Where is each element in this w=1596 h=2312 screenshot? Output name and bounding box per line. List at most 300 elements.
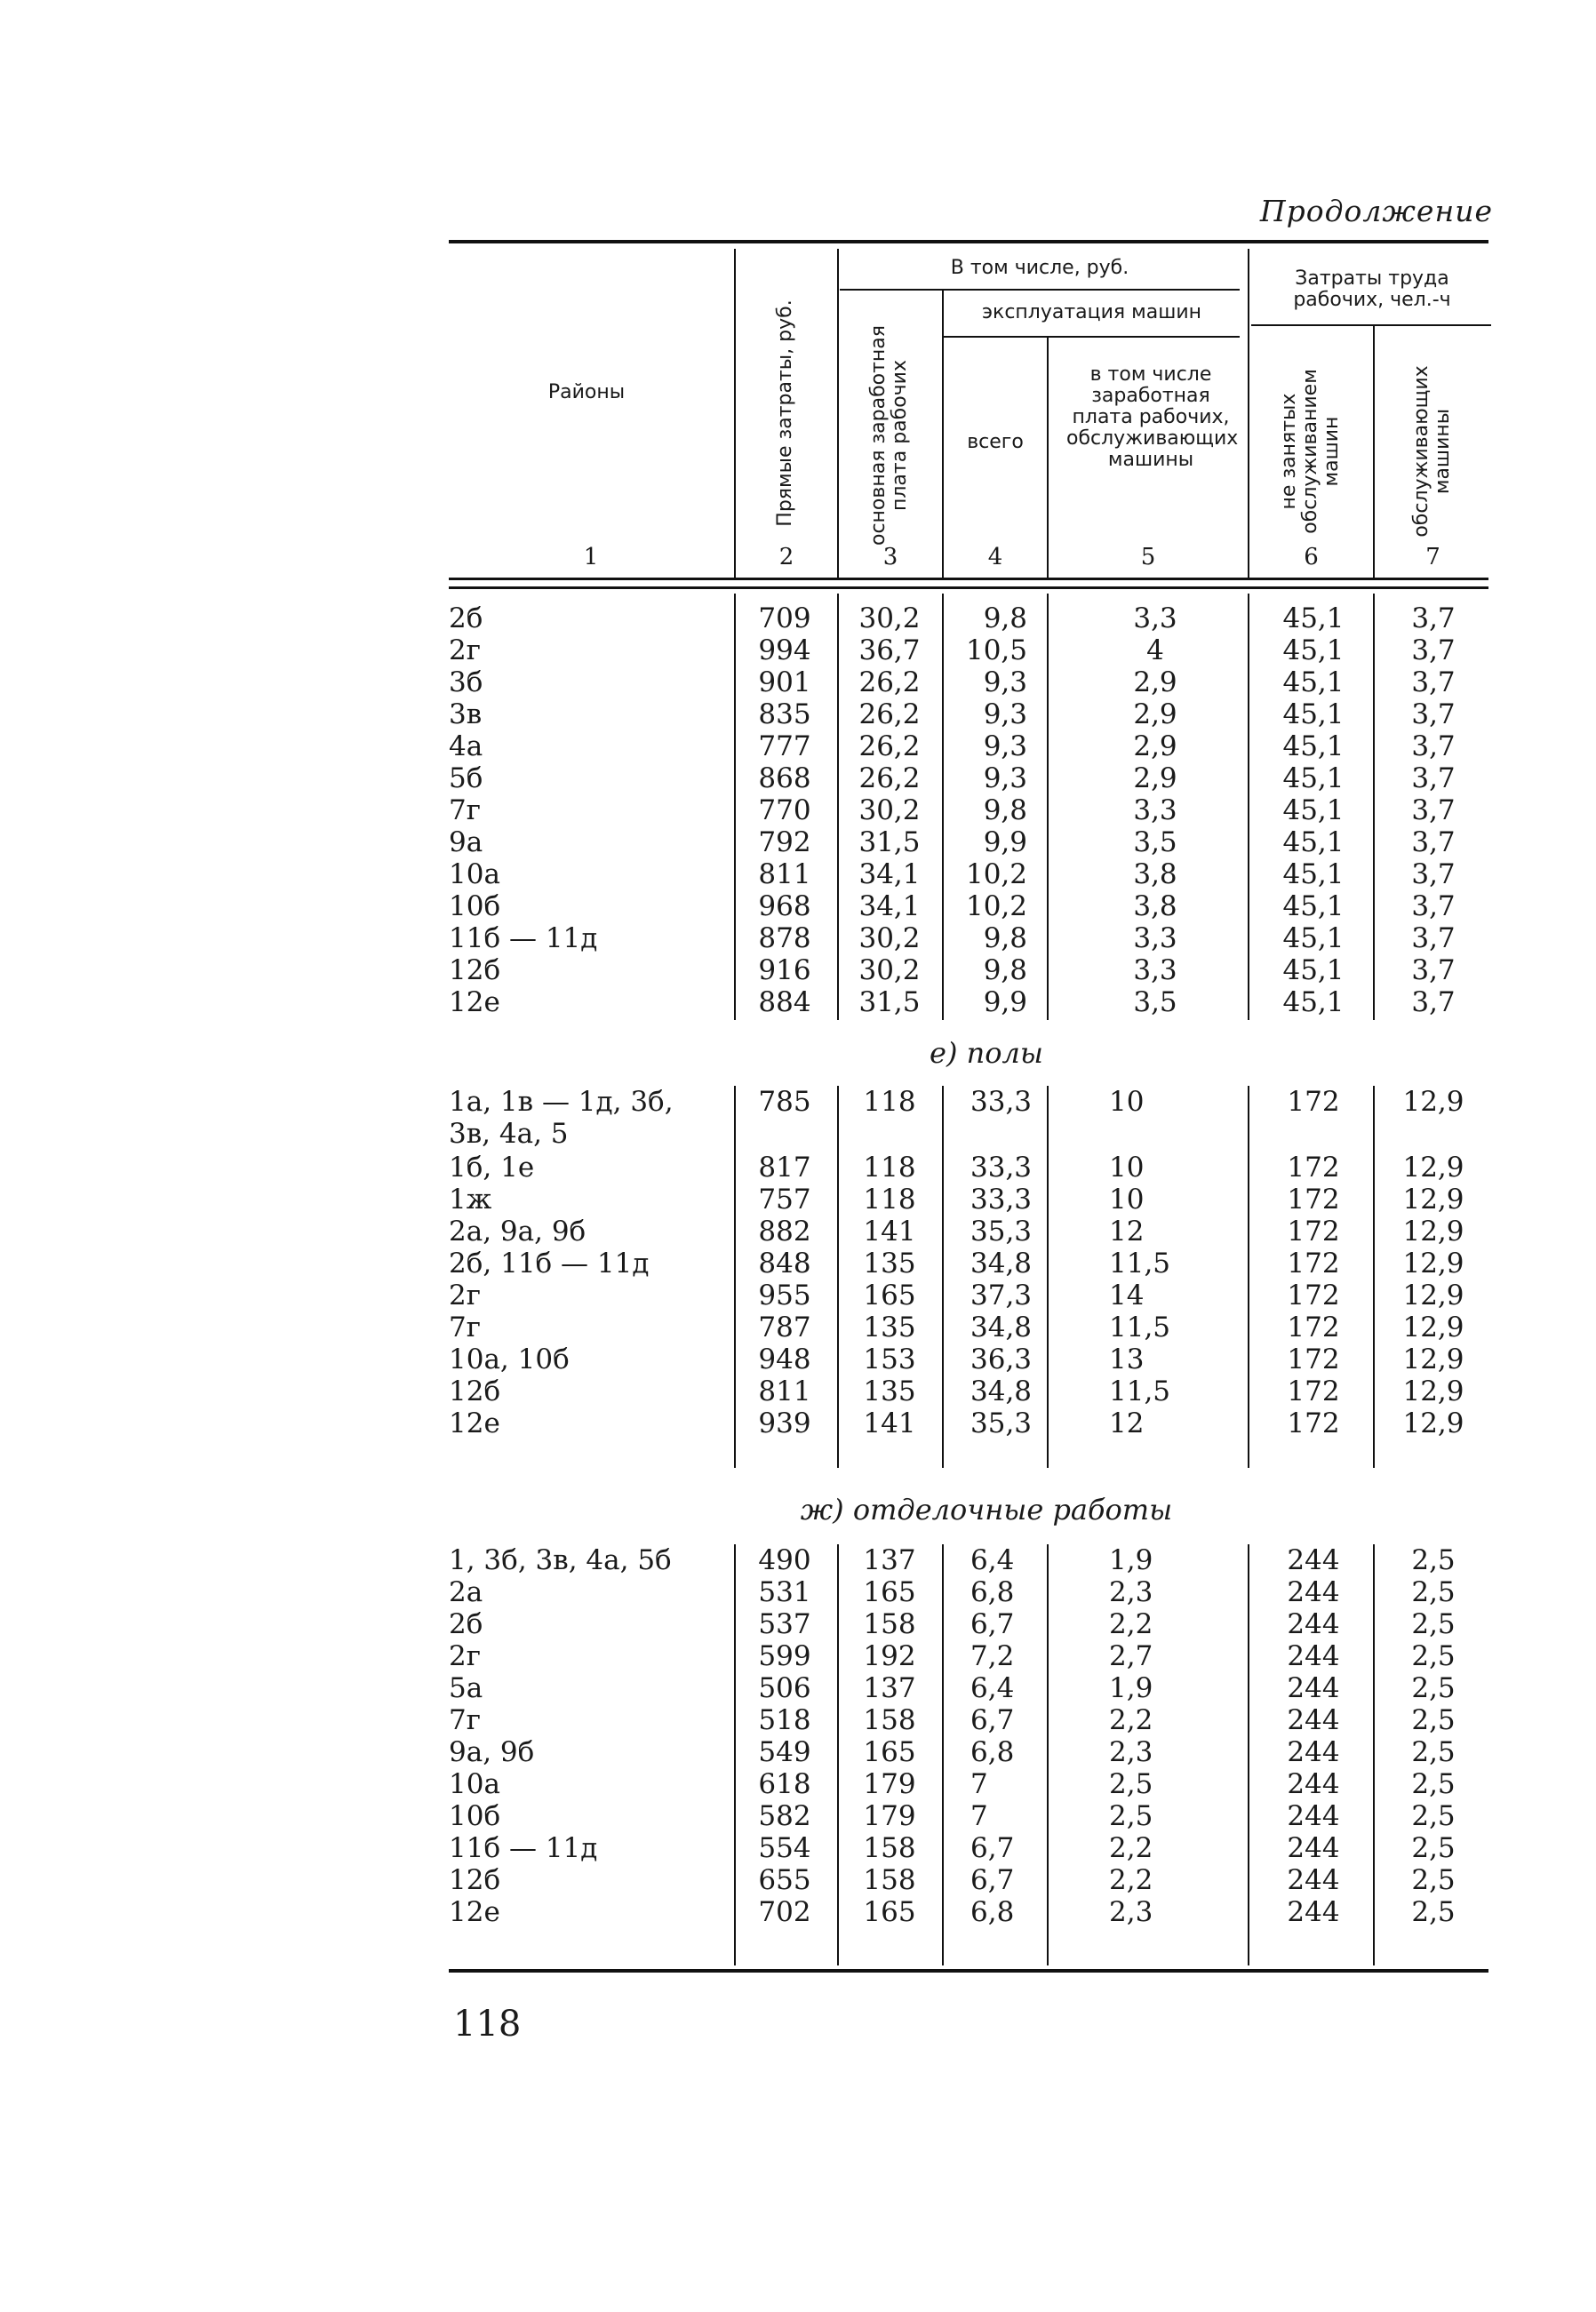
district-cell: 7г (449, 1311, 481, 1343)
machine-operator-wage-cell: 12 (1109, 1216, 1145, 1248)
district-cell: 9а, 9б (449, 1736, 535, 1768)
labor-non-machine-cell: 45,1 (1282, 634, 1345, 666)
district-cell: 12е (449, 1407, 500, 1439)
labor-machine-cell: 3,7 (1411, 794, 1456, 826)
table-row (0, 1311, 1596, 1343)
direct-cost-cell: 785 (758, 1086, 811, 1118)
machine-operator-wage-cell: 2,9 (1133, 762, 1177, 794)
machine-operator-wage-cell: 4 (1146, 634, 1164, 666)
labor-non-machine-cell: 172 (1287, 1248, 1340, 1280)
table-row (0, 1280, 1596, 1311)
base-wage-cell: 137 (863, 1672, 916, 1704)
table-row-continuation (0, 1118, 1596, 1150)
machine-operator-wage-cell: 13 (1109, 1343, 1145, 1375)
machines-total-cell: 9,9 (983, 986, 1027, 1018)
column-number-rule (449, 586, 1488, 589)
table-row (0, 1407, 1596, 1439)
machine-operator-wage-cell: 11,5 (1109, 1248, 1171, 1280)
base-wage-cell: 141 (863, 1216, 916, 1248)
district-cell: 7г (449, 1704, 481, 1736)
district-cell: 1а, 1в — 1д, 3б, (449, 1086, 674, 1118)
direct-cost-cell: 968 (758, 890, 811, 922)
district-cell: 4а (449, 730, 483, 762)
table-row (0, 954, 1596, 986)
district-cell: 5б (449, 762, 483, 794)
base-wage-cell: 137 (863, 1544, 916, 1576)
base-wage-cell: 118 (863, 1086, 916, 1118)
machine-operator-wage-cell: 11,5 (1109, 1311, 1171, 1343)
column-number-5: 5 (1140, 544, 1156, 570)
labor-non-machine-cell: 172 (1287, 1280, 1340, 1311)
labor-non-machine-cell: 45,1 (1282, 954, 1345, 986)
labor-machine-cell: 2,5 (1411, 1640, 1456, 1672)
table-row (0, 922, 1596, 954)
header-col2: Прямые затраты, руб. (774, 299, 796, 527)
labor-machine-cell: 2,5 (1411, 1608, 1456, 1640)
direct-cost-cell: 939 (758, 1407, 811, 1439)
machines-total-cell: 9,3 (983, 730, 1027, 762)
base-wage-cell: 135 (863, 1375, 916, 1407)
header-col6: не занятых обслуживанием машин (1278, 369, 1343, 534)
direct-cost-cell: 655 (758, 1864, 811, 1896)
direct-cost-cell: 777 (758, 730, 811, 762)
section-title-finishing: ж) отделочные работы (800, 1493, 1173, 1527)
base-wage-cell: 179 (863, 1768, 916, 1800)
labor-machine-cell: 3,7 (1411, 762, 1456, 794)
labor-non-machine-cell: 244 (1287, 1800, 1340, 1832)
labor-machine-cell: 3,7 (1411, 858, 1456, 890)
direct-cost-cell: 948 (758, 1343, 811, 1375)
direct-cost-cell: 817 (758, 1152, 811, 1184)
direct-cost-cell: 884 (758, 986, 811, 1018)
labor-machine-cell: 2,5 (1411, 1896, 1456, 1928)
direct-cost-cell: 549 (758, 1736, 811, 1768)
machines-total-cell: 9,8 (983, 602, 1027, 634)
district-cell: 11б — 11д (449, 1832, 598, 1864)
machines-total-cell: 6,7 (970, 1704, 1015, 1736)
header-bottom-rule (449, 578, 1488, 580)
district-cell: 10а, 10б (449, 1343, 570, 1375)
district-cell: 10б (449, 1800, 501, 1832)
machine-operator-wage-cell: 2,9 (1133, 730, 1177, 762)
base-wage-cell: 165 (863, 1896, 916, 1928)
machines-total-cell: 9,9 (983, 826, 1027, 858)
machine-operator-wage-cell: 1,9 (1109, 1672, 1153, 1704)
machines-total-cell: 10,5 (965, 634, 1027, 666)
labor-machine-cell: 12,9 (1402, 1184, 1464, 1216)
table-row (0, 1152, 1596, 1184)
machine-operator-wage-cell: 2,3 (1109, 1896, 1153, 1928)
machine-operator-wage-cell: 3,3 (1133, 922, 1177, 954)
labor-non-machine-cell: 45,1 (1282, 794, 1345, 826)
labor-machine-cell: 12,9 (1402, 1248, 1464, 1280)
district-cell: 2а, 9а, 9б (449, 1216, 587, 1248)
district-cell: 10б (449, 890, 501, 922)
machines-total-cell: 6,8 (970, 1576, 1015, 1608)
base-wage-cell: 26,2 (858, 666, 921, 698)
group-labor-rule (1251, 324, 1491, 326)
district-cell: 2б (449, 1608, 483, 1640)
labor-machine-cell: 2,5 (1411, 1800, 1456, 1832)
base-wage-cell: 165 (863, 1280, 916, 1311)
labor-machine-cell: 12,9 (1402, 1086, 1464, 1118)
base-wage-cell: 31,5 (858, 826, 921, 858)
direct-cost-cell: 770 (758, 794, 811, 826)
table-row (0, 1086, 1596, 1118)
base-wage-cell: 26,2 (858, 762, 921, 794)
table-row (0, 1375, 1596, 1407)
labor-non-machine-cell: 172 (1287, 1311, 1340, 1343)
machines-total-cell: 33,3 (970, 1086, 1033, 1118)
machine-operator-wage-cell: 1,9 (1109, 1544, 1153, 1576)
labor-machine-cell: 12,9 (1402, 1407, 1464, 1439)
column-number-2: 2 (778, 544, 794, 570)
machines-total-cell: 34,8 (970, 1248, 1033, 1280)
table-row (0, 986, 1596, 1018)
district-cell: 12б (449, 954, 501, 986)
direct-cost-cell: 916 (758, 954, 811, 986)
machine-operator-wage-cell: 2,2 (1109, 1704, 1153, 1736)
group-incl-rule (840, 289, 1240, 291)
machine-operator-wage-cell: 11,5 (1109, 1375, 1171, 1407)
header-group-incl: В том числе, руб. (950, 257, 1129, 279)
machine-operator-wage-cell: 2,2 (1109, 1608, 1153, 1640)
direct-cost-cell: 868 (758, 762, 811, 794)
base-wage-cell: 30,2 (858, 922, 921, 954)
table-row (0, 730, 1596, 762)
machines-total-cell: 6,8 (970, 1736, 1015, 1768)
machine-operator-wage-cell: 2,9 (1133, 666, 1177, 698)
labor-non-machine-cell: 244 (1287, 1896, 1340, 1928)
table-row (0, 1608, 1596, 1640)
machines-total-cell: 34,8 (970, 1375, 1033, 1407)
table-row (0, 1704, 1596, 1736)
direct-cost-cell: 554 (758, 1832, 811, 1864)
district-cell: 11б — 11д (449, 922, 598, 954)
table-row (0, 1248, 1596, 1280)
machine-operator-wage-cell: 3,3 (1133, 794, 1177, 826)
table-row (0, 794, 1596, 826)
labor-machine-cell: 2,5 (1411, 1672, 1456, 1704)
labor-non-machine-cell: 45,1 (1282, 858, 1345, 890)
column-number-4: 4 (987, 544, 1003, 570)
table-row (0, 1832, 1596, 1864)
direct-cost-cell: 811 (758, 858, 811, 890)
labor-machine-cell: 12,9 (1402, 1216, 1464, 1248)
base-wage-cell: 31,5 (858, 986, 921, 1018)
machines-total-cell: 6,7 (970, 1608, 1015, 1640)
header-vline-6 (1373, 326, 1375, 578)
base-wage-cell: 135 (863, 1248, 916, 1280)
header-col7: обслуживающих машины (1410, 365, 1454, 538)
district-cell: 1, 3б, 3в, 4а, 5б (449, 1544, 672, 1576)
base-wage-cell: 165 (863, 1736, 916, 1768)
machine-operator-wage-cell: 12 (1109, 1407, 1145, 1439)
labor-machine-cell: 3,7 (1411, 666, 1456, 698)
labor-non-machine-cell: 244 (1287, 1608, 1340, 1640)
machine-operator-wage-cell: 3,5 (1133, 826, 1177, 858)
district-cell: 2г (449, 1640, 481, 1672)
district-cell: 10а (449, 858, 500, 890)
direct-cost-cell: 582 (758, 1800, 811, 1832)
labor-machine-cell: 12,9 (1402, 1343, 1464, 1375)
direct-cost-cell: 792 (758, 826, 811, 858)
direct-cost-cell: 835 (758, 698, 811, 730)
labor-machine-cell: 3,7 (1411, 890, 1456, 922)
machine-operator-wage-cell: 3,3 (1133, 954, 1177, 986)
labor-non-machine-cell: 244 (1287, 1768, 1340, 1800)
district-cell: 7г (449, 794, 481, 826)
machines-total-cell: 37,3 (970, 1280, 1033, 1311)
labor-non-machine-cell: 45,1 (1282, 986, 1345, 1018)
table-row (0, 858, 1596, 890)
machine-operator-wage-cell: 10 (1109, 1152, 1145, 1184)
machines-total-cell: 6,7 (970, 1864, 1015, 1896)
labor-machine-cell: 12,9 (1402, 1280, 1464, 1311)
table-top-rule (449, 240, 1488, 243)
table-row (0, 1864, 1596, 1896)
table-row (0, 666, 1596, 698)
district-cell: 9а (449, 826, 483, 858)
base-wage-cell: 158 (863, 1704, 916, 1736)
machines-total-cell: 35,3 (970, 1407, 1033, 1439)
continuation-label: Продолжение (1259, 194, 1493, 228)
machines-total-cell: 10,2 (965, 858, 1027, 890)
base-wage-cell: 135 (863, 1311, 916, 1343)
district-cell: 3в (449, 698, 483, 730)
header-vline-2 (837, 249, 839, 578)
district-cell: 10а (449, 1768, 500, 1800)
labor-machine-cell: 3,7 (1411, 922, 1456, 954)
district-cell: 3б (449, 666, 483, 698)
section-title-floors: е) полы (930, 1036, 1043, 1070)
base-wage-cell: 30,2 (858, 954, 921, 986)
labor-machine-cell: 2,5 (1411, 1864, 1456, 1896)
district-cell: 2б (449, 602, 483, 634)
direct-cost-cell: 702 (758, 1896, 811, 1928)
machines-total-cell: 7,2 (970, 1640, 1015, 1672)
machines-total-cell: 9,3 (983, 666, 1027, 698)
base-wage-cell: 30,2 (858, 794, 921, 826)
labor-non-machine-cell: 244 (1287, 1544, 1340, 1576)
labor-non-machine-cell: 172 (1287, 1343, 1340, 1375)
labor-machine-cell: 2,5 (1411, 1704, 1456, 1736)
labor-non-machine-cell: 45,1 (1282, 730, 1345, 762)
district-cell: 1б, 1е (449, 1152, 535, 1184)
machine-operator-wage-cell: 10 (1109, 1184, 1145, 1216)
base-wage-cell: 36,7 (858, 634, 921, 666)
district-cell: 12е (449, 986, 500, 1018)
labor-non-machine-cell: 244 (1287, 1736, 1340, 1768)
table-row (0, 602, 1596, 634)
machine-operator-wage-cell: 10 (1109, 1086, 1145, 1118)
labor-non-machine-cell: 244 (1287, 1576, 1340, 1608)
labor-non-machine-cell: 244 (1287, 1672, 1340, 1704)
labor-machine-cell: 12,9 (1402, 1375, 1464, 1407)
machines-total-cell: 6,8 (970, 1896, 1015, 1928)
machine-operator-wage-cell: 2,5 (1109, 1768, 1153, 1800)
table-row (0, 1544, 1596, 1576)
table-row (0, 1896, 1596, 1928)
column-number-3: 3 (882, 544, 898, 570)
machine-operator-wage-cell: 3,5 (1133, 986, 1177, 1018)
district-cell: 12б (449, 1864, 501, 1896)
table-bottom-rule (449, 1969, 1488, 1973)
header-vline-5 (1248, 249, 1249, 578)
labor-non-machine-cell: 45,1 (1282, 602, 1345, 634)
district-cell: 1ж (449, 1184, 492, 1216)
header-col5: в том числе заработная плата рабочих, обслуживающих машины (1066, 363, 1239, 471)
table-row (0, 826, 1596, 858)
table-row (0, 1184, 1596, 1216)
direct-cost-cell: 955 (758, 1280, 811, 1311)
direct-cost-cell: 531 (758, 1576, 811, 1608)
machine-operator-wage-cell: 3,8 (1133, 858, 1177, 890)
direct-cost-cell: 618 (758, 1768, 811, 1800)
machines-total-cell: 35,3 (970, 1216, 1033, 1248)
district-cell-continuation: 3в, 4а, 5 (449, 1118, 569, 1150)
header-vline-1 (734, 249, 736, 578)
table-row (0, 1768, 1596, 1800)
labor-non-machine-cell: 244 (1287, 1832, 1340, 1864)
labor-non-machine-cell: 45,1 (1282, 922, 1345, 954)
table-row (0, 1216, 1596, 1248)
labor-non-machine-cell: 172 (1287, 1375, 1340, 1407)
direct-cost-cell: 757 (758, 1184, 811, 1216)
labor-machine-cell: 2,5 (1411, 1832, 1456, 1864)
labor-non-machine-cell: 45,1 (1282, 890, 1345, 922)
base-wage-cell: 34,1 (858, 858, 921, 890)
machines-total-cell: 9,8 (983, 794, 1027, 826)
header-group-labor: Затраты труда рабочих, чел.-ч (1293, 267, 1451, 311)
direct-cost-cell: 518 (758, 1704, 811, 1736)
district-cell: 5а (449, 1672, 483, 1704)
table-row (0, 1736, 1596, 1768)
base-wage-cell: 165 (863, 1576, 916, 1608)
machine-operator-wage-cell: 2,5 (1109, 1800, 1153, 1832)
machine-operator-wage-cell: 2,7 (1109, 1640, 1153, 1672)
base-wage-cell: 118 (863, 1184, 916, 1216)
direct-cost-cell: 994 (758, 634, 811, 666)
header-group-machines: эксплуатация машин (981, 301, 1202, 323)
base-wage-cell: 153 (863, 1343, 916, 1375)
labor-non-machine-cell: 45,1 (1282, 762, 1345, 794)
machines-total-cell: 33,3 (970, 1184, 1033, 1216)
base-wage-cell: 26,2 (858, 730, 921, 762)
table-row (0, 890, 1596, 922)
base-wage-cell: 30,2 (858, 602, 921, 634)
labor-non-machine-cell: 45,1 (1282, 826, 1345, 858)
labor-machine-cell: 3,7 (1411, 826, 1456, 858)
labor-non-machine-cell: 172 (1287, 1407, 1340, 1439)
page-number: 118 (453, 2004, 522, 2045)
district-cell: 2а (449, 1576, 483, 1608)
machines-total-cell: 36,3 (970, 1343, 1033, 1375)
labor-machine-cell: 3,7 (1411, 698, 1456, 730)
machines-total-cell: 6,4 (970, 1672, 1015, 1704)
labor-machine-cell: 2,5 (1411, 1544, 1456, 1576)
direct-cost-cell: 506 (758, 1672, 811, 1704)
machine-operator-wage-cell: 14 (1109, 1280, 1145, 1311)
labor-non-machine-cell: 244 (1287, 1640, 1340, 1672)
machines-total-cell: 9,3 (983, 698, 1027, 730)
machine-operator-wage-cell: 2,3 (1109, 1736, 1153, 1768)
direct-cost-cell: 787 (758, 1311, 811, 1343)
labor-machine-cell: 12,9 (1402, 1311, 1464, 1343)
base-wage-cell: 118 (863, 1152, 916, 1184)
header-col1: Районы (547, 381, 626, 403)
labor-non-machine-cell: 172 (1287, 1152, 1340, 1184)
base-wage-cell: 158 (863, 1864, 916, 1896)
labor-non-machine-cell: 45,1 (1282, 666, 1345, 698)
machine-operator-wage-cell: 2,2 (1109, 1832, 1153, 1864)
header-col4: всего (967, 431, 1024, 453)
header-col3: основная заработная плата рабочих (867, 324, 911, 546)
machines-total-cell: 7 (970, 1768, 988, 1800)
labor-machine-cell: 2,5 (1411, 1576, 1456, 1608)
base-wage-cell: 34,1 (858, 890, 921, 922)
machines-total-cell: 33,3 (970, 1152, 1033, 1184)
table-row (0, 1343, 1596, 1375)
group-machines-rule (944, 336, 1240, 338)
machine-operator-wage-cell: 3,8 (1133, 890, 1177, 922)
labor-machine-cell: 3,7 (1411, 602, 1456, 634)
machines-total-cell: 9,3 (983, 762, 1027, 794)
district-cell: 2г (449, 1280, 481, 1311)
labor-machine-cell: 12,9 (1402, 1152, 1464, 1184)
header-vline-4 (1047, 338, 1049, 578)
district-cell: 2б, 11б — 11д (449, 1248, 650, 1280)
direct-cost-cell: 811 (758, 1375, 811, 1407)
labor-non-machine-cell: 172 (1287, 1216, 1340, 1248)
table-row (0, 698, 1596, 730)
machine-operator-wage-cell: 2,9 (1133, 698, 1177, 730)
machines-total-cell: 34,8 (970, 1311, 1033, 1343)
labor-non-machine-cell: 45,1 (1282, 698, 1345, 730)
base-wage-cell: 158 (863, 1608, 916, 1640)
direct-cost-cell: 878 (758, 922, 811, 954)
labor-machine-cell: 2,5 (1411, 1736, 1456, 1768)
labor-machine-cell: 3,7 (1411, 730, 1456, 762)
direct-cost-cell: 901 (758, 666, 811, 698)
labor-machine-cell: 3,7 (1411, 986, 1456, 1018)
machine-operator-wage-cell: 2,2 (1109, 1864, 1153, 1896)
direct-cost-cell: 537 (758, 1608, 811, 1640)
base-wage-cell: 192 (863, 1640, 916, 1672)
direct-cost-cell: 848 (758, 1248, 811, 1280)
direct-cost-cell: 709 (758, 602, 811, 634)
table-row (0, 1576, 1596, 1608)
table-row (0, 762, 1596, 794)
table-row (0, 634, 1596, 666)
table-row (0, 1800, 1596, 1832)
labor-non-machine-cell: 172 (1287, 1086, 1340, 1118)
machines-total-cell: 7 (970, 1800, 988, 1832)
labor-non-machine-cell: 172 (1287, 1184, 1340, 1216)
machines-total-cell: 6,7 (970, 1832, 1015, 1864)
machines-total-cell: 6,4 (970, 1544, 1015, 1576)
district-cell: 12б (449, 1375, 501, 1407)
direct-cost-cell: 882 (758, 1216, 811, 1248)
district-cell: 12е (449, 1896, 500, 1928)
base-wage-cell: 158 (863, 1832, 916, 1864)
column-number-7: 7 (1425, 544, 1440, 570)
base-wage-cell: 179 (863, 1800, 916, 1832)
direct-cost-cell: 599 (758, 1640, 811, 1672)
machines-total-cell: 10,2 (965, 890, 1027, 922)
column-number-6: 6 (1304, 544, 1319, 570)
labor-machine-cell: 3,7 (1411, 954, 1456, 986)
